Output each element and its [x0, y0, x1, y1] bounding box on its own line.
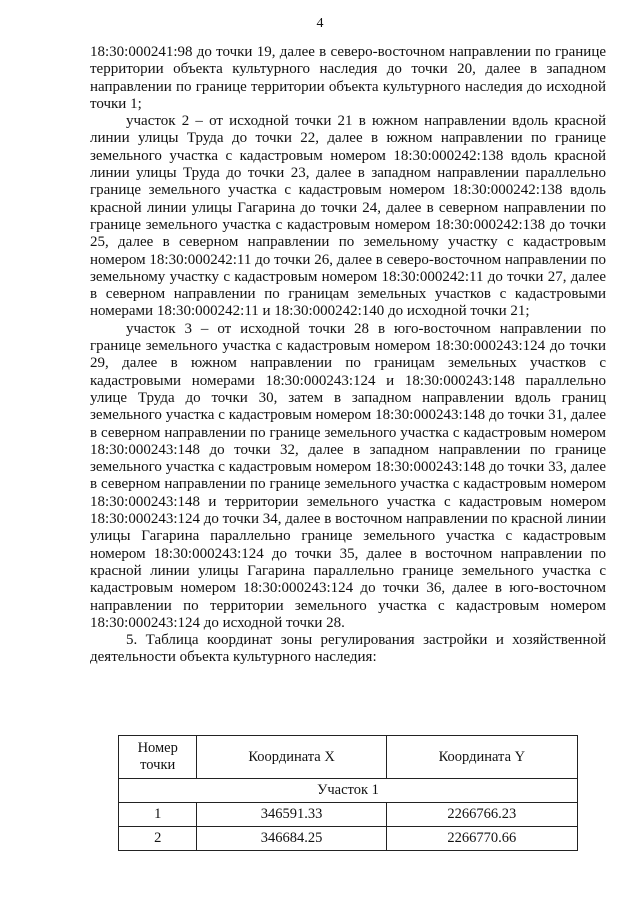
table-row [119, 827, 578, 851]
header-point-number: Номер точки [119, 736, 197, 779]
header-coordinate-x: Координата X [197, 736, 386, 779]
coordinates-table [118, 735, 578, 851]
table-header-row [119, 736, 578, 779]
document-body [90, 44, 606, 667]
cell-coordinate-x: 346591.33 [197, 803, 386, 827]
table-section-row [119, 779, 578, 803]
paragraph-section-2: участок 2 – от исходной точки 21 в южном направлении вдоль красной линии улицы Труда до точки 22, далее в южном направлении по границе земельного участка с кадастровым номером 18:30:000242:138 вдоль красной линии улицы Труда до точки 23, далее в западном направлении параллельно границе земельного участка с кадастровым номером 18:30:000242:138 вдоль красной линии улицы Гагарина до точки 24, далее в северном направлении по границе земельного участка с кадастровым номером 18:30:000242:138 до точки 25, далее в северном направлении по земельному участку с кадастровым номером 18:30:000242:11 до точки 26, далее в северо-восточном направлении по земельному участку с кадастровым номером 18:30:000242:11 до точки 27, далее в северном направлении по границам земельных участков с кадастровыми номерами 18:30:000242:11 и 18:30:000242:140 до исходной точки 21; [90, 113, 606, 320]
table-row [119, 803, 578, 827]
cell-coordinate-y: 2266766.23 [386, 803, 577, 827]
header-coordinate-y: Координата Y [386, 736, 577, 779]
section-label: Участок 1 [119, 779, 578, 803]
paragraph-continuation: 18:30:000241:98 до точки 19, далее в северо-восточном направлении по границе территории объекта культурного наследия до точки 20, далее в западном направлении по границе территории объекта культурного наследия до исходной точки 1; [90, 44, 606, 112]
page-number: 4 [316, 16, 324, 31]
cell-coordinate-y: 2266770.66 [386, 827, 577, 851]
cell-point-number: 1 [119, 803, 197, 827]
cell-coordinate-x: 346684.25 [197, 827, 386, 851]
paragraph-table-caption: 5. Таблица координат зоны регулирования застройки и хозяйственной деятельности объекта культурного наследия: [90, 632, 606, 666]
cell-point-number: 2 [119, 827, 197, 851]
paragraph-section-3: участок 3 – от исходной точки 28 в юго-восточном направлении по границе земельного участка с кадастровым номером 18:30:000243:124 до точки 29, далее в южном направлении по границам земельных участков с кадастровыми номерами 18:30:000243:124 и 18:30:000243:148 параллельно улице Труда до точки 30, затем в западном направлении вдоль границ земельного участка с кадастровым номером 18:30:000243:148 до точки 31, далее в северном направлении по границе земельного участка с кадастровым номером 18:30:000243:148 до точки 32, далее в западном направлении по границе земельного участка с кадастровым номером 18:30:000243:148 до точки 33, далее в северном направлении по границе земельного участка с кадастровым номером 18:30:000243:148 и территории земельного участка с кадастровым номером 18:30:000243:124 до точки 34, далее в восточном направлении по красной линии улицы Гагарина параллельно границе земельного участка с кадастровым номером 18:30:000243:124 до точки 35, далее в восточном направлении по красной линии улицы Гагарина параллельно границе земельного участка с кадастровым номером 18:30:000243:124 до точки 36, далее в юго-восточном направлении по территории земельного участка с кадастровым номером 18:30:000243:124 до исходной точки 28. [90, 320, 606, 631]
